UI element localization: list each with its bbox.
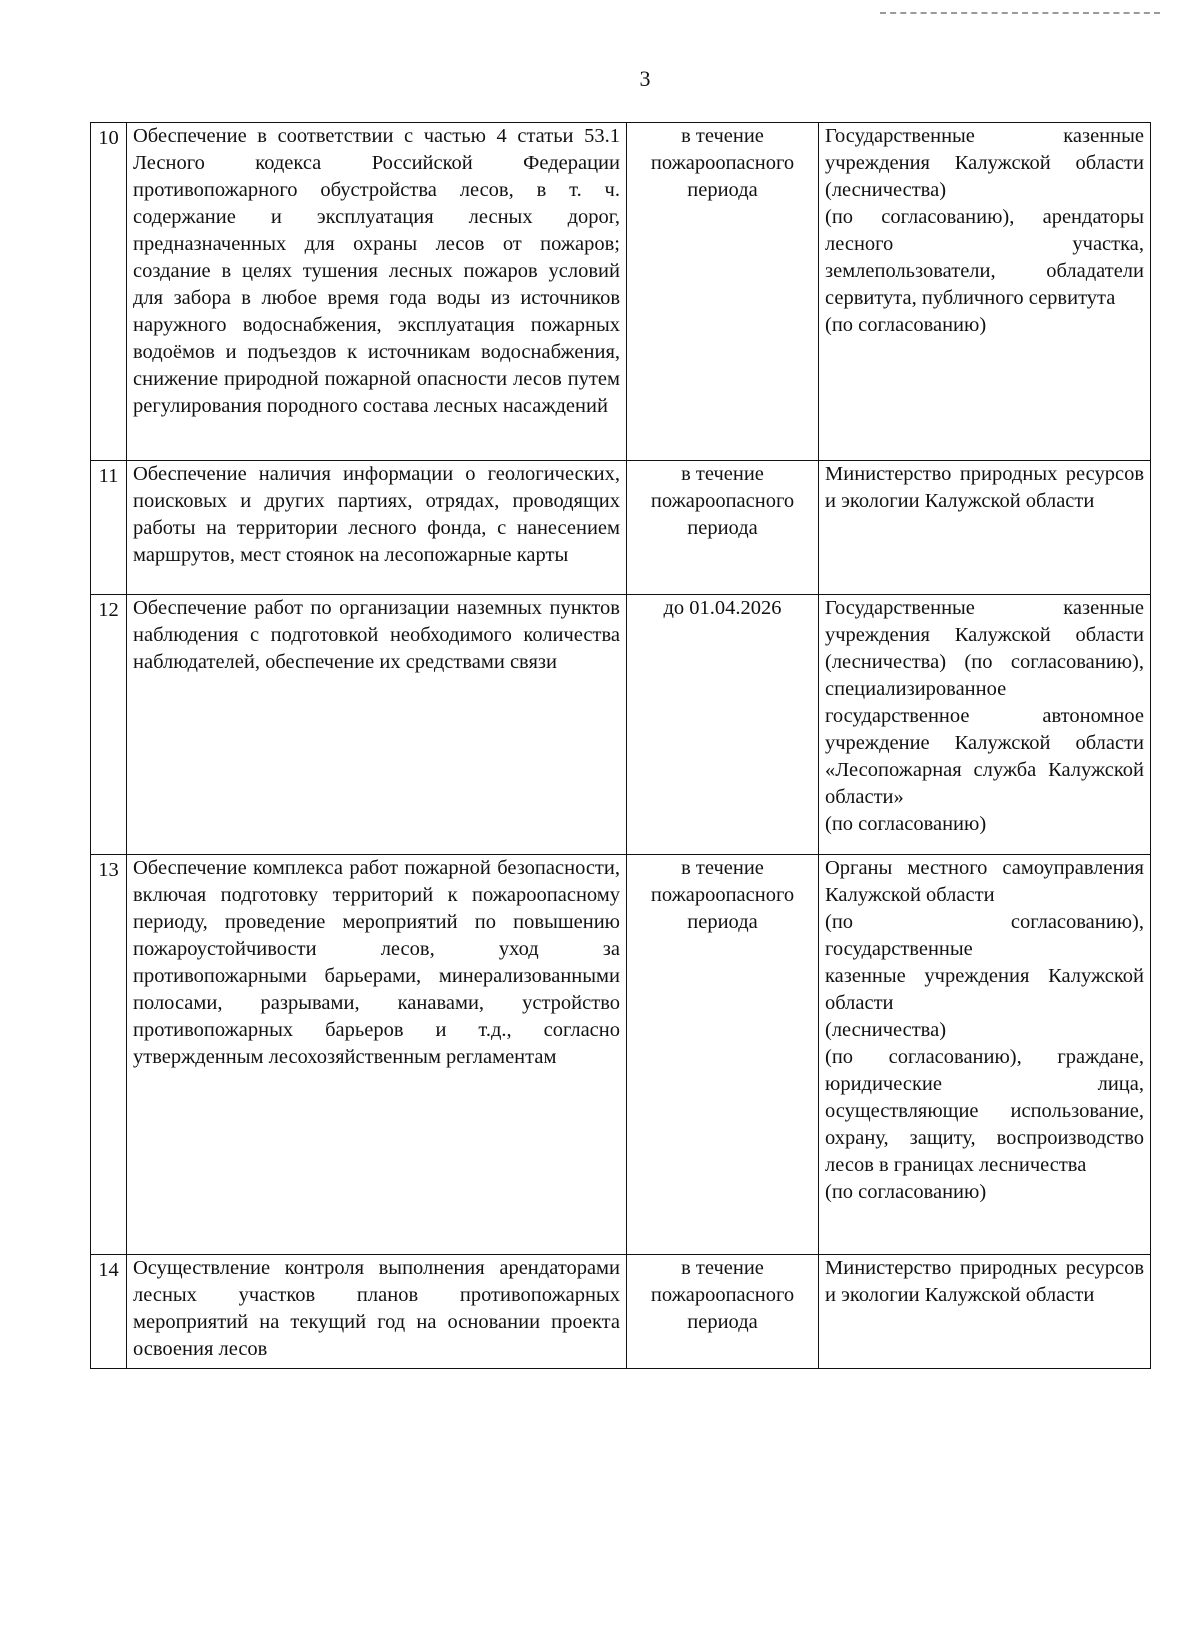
row-number: 14: [91, 1255, 127, 1369]
table-row: [91, 1255, 1151, 1369]
table-row: [91, 461, 1151, 595]
executor-cell: Органы местного самоуправления Калужской области (по согласованию), государственные казенные учреждения Калужской области (лесничества) (по согласованию), граждане, юридические лица, осуществляющие использование, охрану, защиту, воспроизводство лесов в границах лесничества (по согласованию): [819, 855, 1151, 1255]
measures-table: [90, 122, 1151, 1369]
period-cell: в течение пожароопасного периода: [627, 1255, 819, 1369]
task-cell: Обеспечение работ по организации наземных пунктов наблюдения с подготовкой необходимого количества наблюдателей, обеспечение их средствами связи: [127, 595, 627, 855]
table-row: [91, 855, 1151, 1255]
scan-artifact-line: [880, 12, 1160, 16]
row-number: 11: [91, 461, 127, 595]
executor-cell: Государственные казенные учреждения Калужской области (лесничества) (по согласованию), специализированное государственное автономное учреждение Калужской области «Лесопожарная служба Калужской области» (по согласованию): [819, 595, 1151, 855]
task-cell: Обеспечение комплекса работ пожарной безопасности, включая подготовку территорий к пожароопасному периоду, проведение мероприятий по повышению пожароустойчивости лесов, уход за противопожарными барьерами, минерализованными полосами, разрывами, канавами, устройство противопожарных барьеров и т.д., согласно утвержденным лесохозяйственным регламентам: [127, 855, 627, 1255]
row-number: 10: [91, 123, 127, 461]
task-cell: Обеспечение наличия информации о геологических, поисковых и других партиях, отрядах, проводящих работы на территории лесного фонда, с нанесением маршрутов, мест стоянок на лесопожарные карты: [127, 461, 627, 595]
period-cell: в течение пожароопасного периода: [627, 855, 819, 1255]
executor-cell: Министерство природных ресурсов и экологии Калужской области: [819, 1255, 1151, 1369]
executor-cell: Министерство природных ресурсов и экологии Калужской области: [819, 461, 1151, 595]
page-number: 3: [639, 66, 651, 91]
row-number: 13: [91, 855, 127, 1255]
task-cell: Осуществление контроля выполнения арендаторами лесных участков планов противопожарных мероприятий на текущий год на основании проекта освоения лесов: [127, 1255, 627, 1369]
period-cell: в течение пожароопасного периода: [627, 461, 819, 595]
executor-cell: Государственные казенные учреждения Калужской области (лесничества) (по согласованию), арендаторы лесного участка, землепользователи, обладатели сервитута, публичного сервитута (по согласованию): [819, 123, 1151, 461]
table-row: [91, 595, 1151, 855]
period-cell: в течение пожароопасного периода: [627, 123, 819, 461]
row-number: 12: [91, 595, 127, 855]
period-cell: до 01.04.2026: [627, 595, 819, 855]
table-row: [91, 123, 1151, 461]
task-cell: Обеспечение в соответствии с частью 4 статьи 53.1 Лесного кодекса Российской Федерации противопожарного обустройства лесов, в т. ч. содержание и эксплуатация лесных дорог, предназначенных для охраны лесов от пожаров; создание в целях тушения лесных пожаров условий для забора в любое время года воды из источников наружного водоснабжения, эксплуатация пожарных водоёмов и подъездов к источникам водоснабжения, снижение природной пожарной опасности лесов путем регулирования породного состава лесных насаждений: [127, 123, 627, 461]
